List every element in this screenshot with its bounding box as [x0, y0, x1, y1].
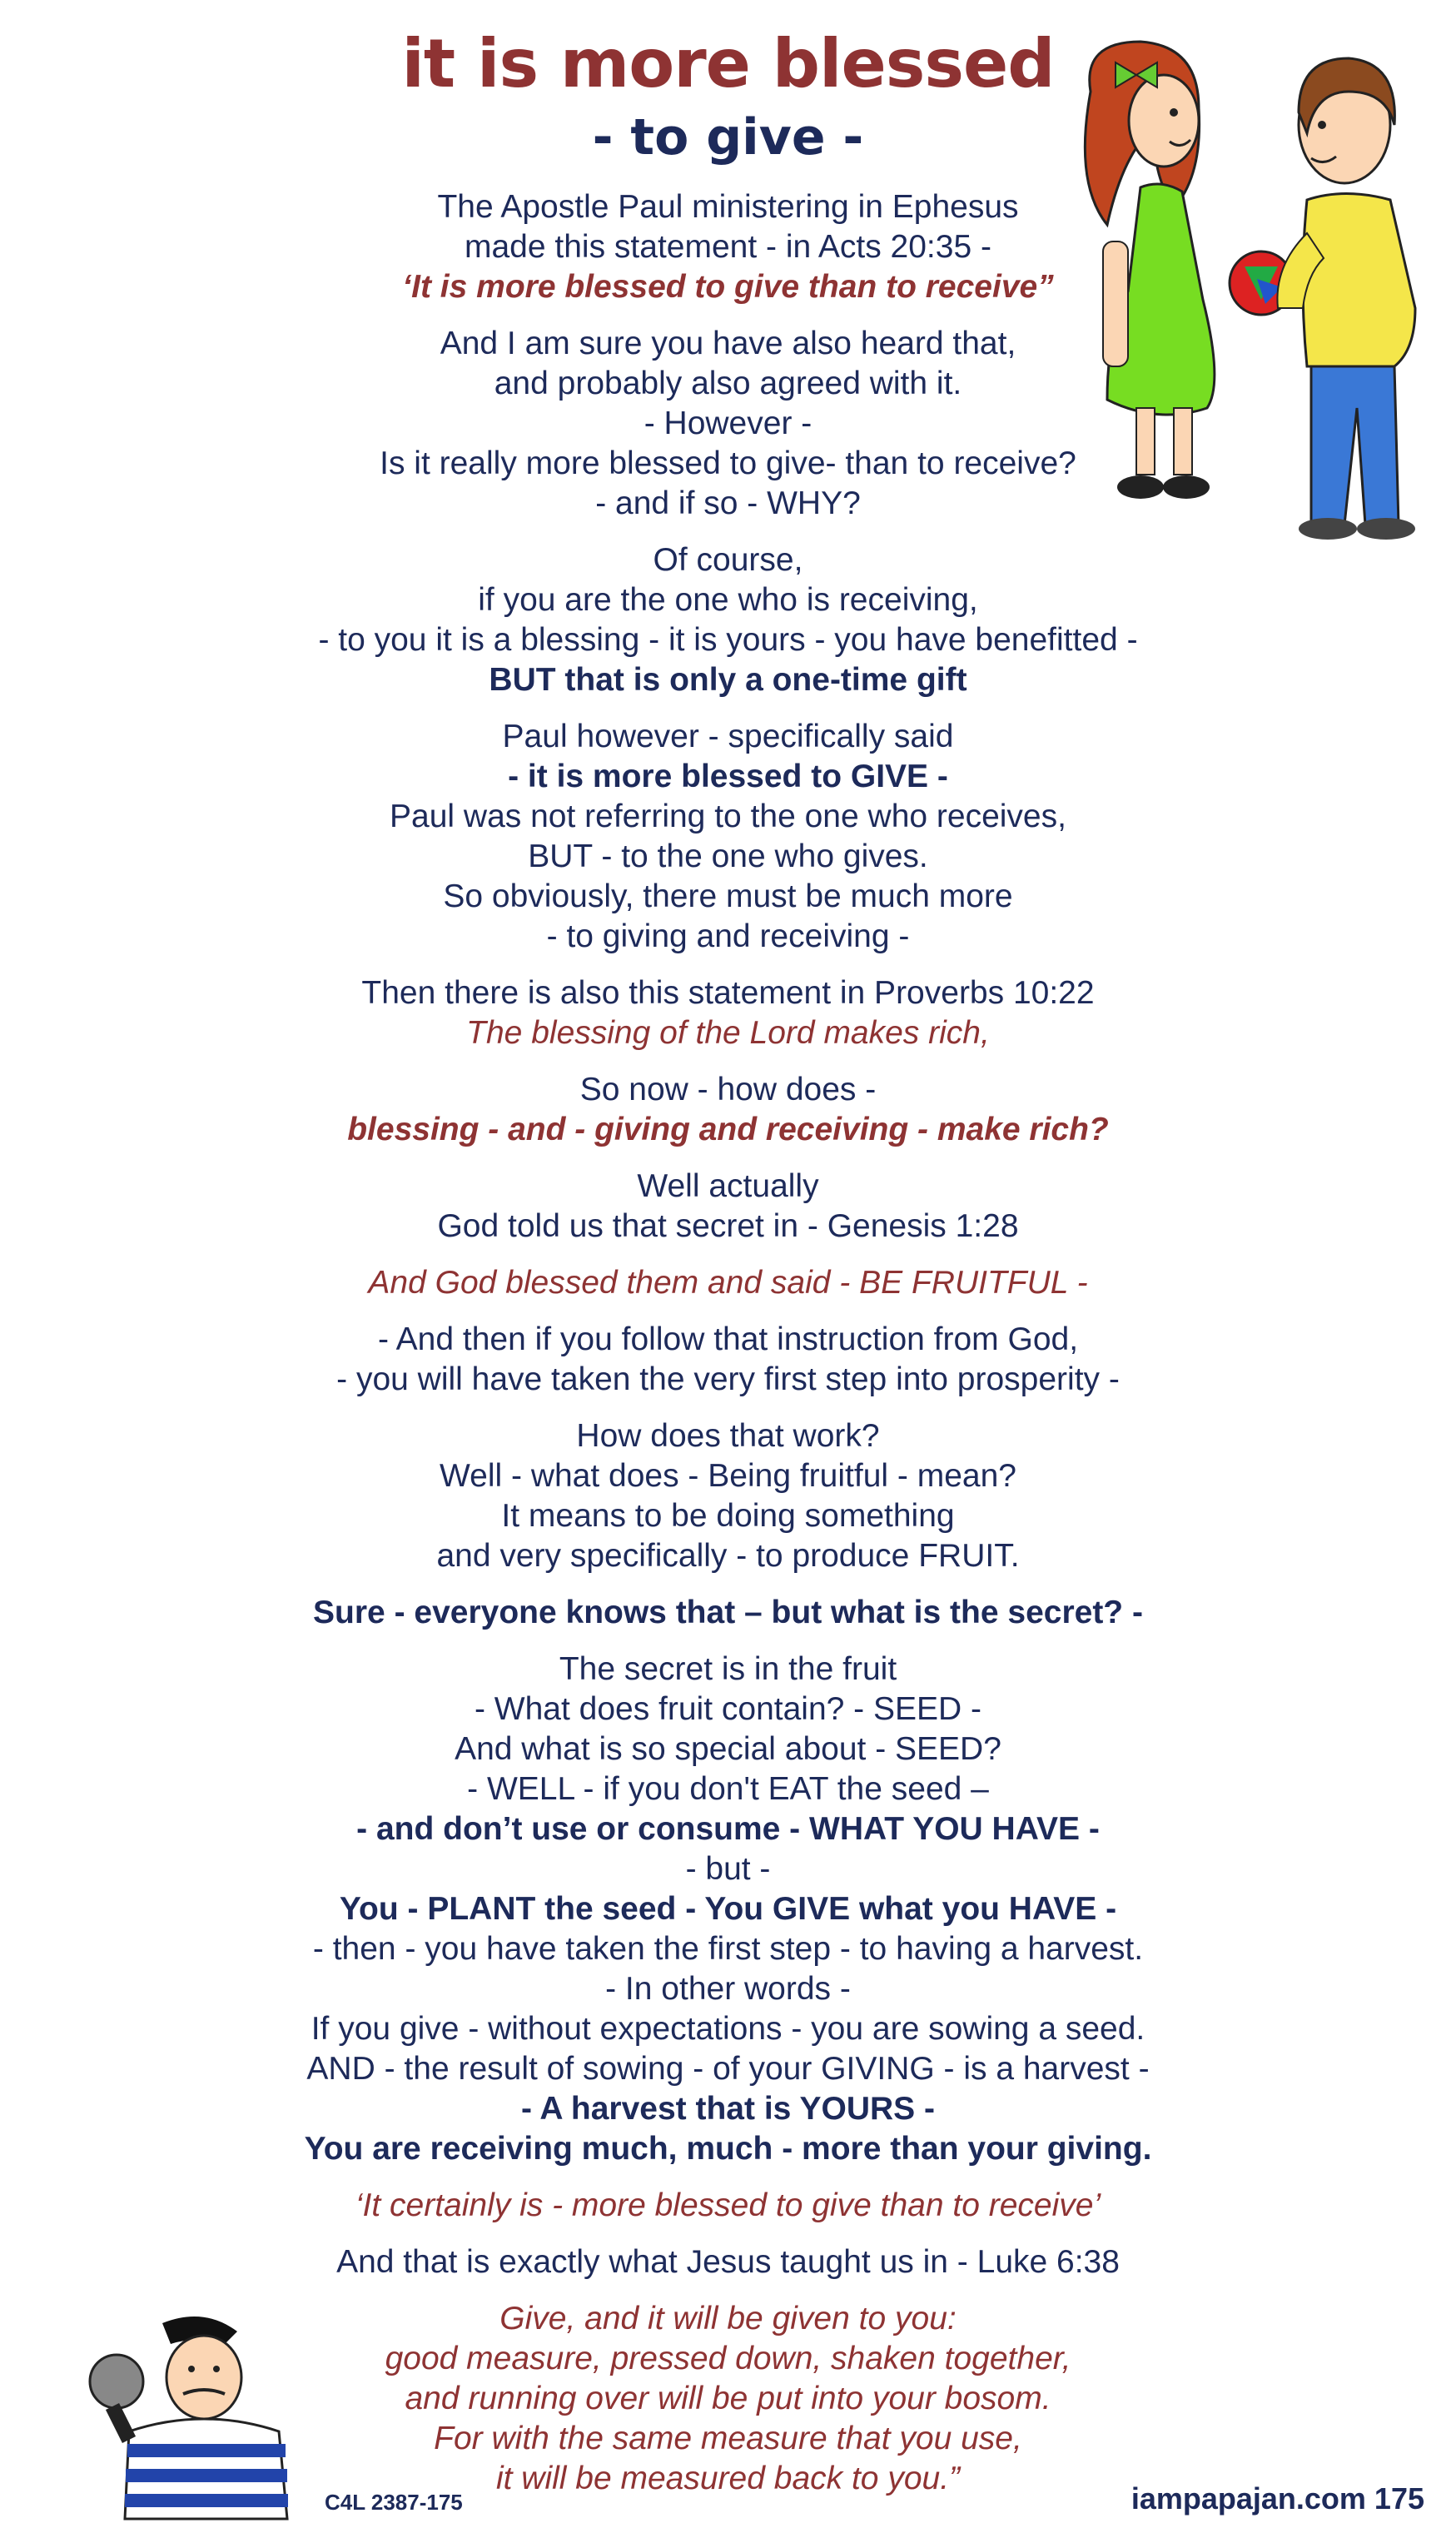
text-line: BUT - to the one who gives.: [528, 839, 928, 874]
text-line: - And then if you follow that instruction from God,: [377, 1321, 1079, 1357]
scripture-quote-line: The blessing of the Lord makes rich,: [466, 1015, 990, 1051]
text-line: The Apostle Paul ministering in Ephesus: [437, 189, 1019, 225]
text-line: And what is so special about - SEED?: [455, 1731, 1001, 1767]
text-line: made this statement - in Acts 20:35 -: [465, 229, 991, 265]
footer-code: C4L 2387-175: [325, 2490, 463, 2515]
text-line: Sure - everyone knows that – but what is the secret? -: [313, 1595, 1143, 1630]
paragraph: [200, 2299, 1256, 2499]
text-line: You are receiving much, much - more than your giving.: [304, 2131, 1152, 2167]
text-line: Well actually: [637, 1168, 819, 1204]
text-line: Is it really more blessed to give- than to receive?: [380, 445, 1076, 481]
paragraph: [200, 1167, 1256, 1247]
scripture-quote-line: For with the same measure that you use,: [434, 2421, 1022, 2456]
paragraph: [200, 1070, 1256, 1150]
text-line: if you are the one who is receiving,: [478, 582, 978, 618]
text-line: Of course,: [653, 542, 803, 578]
text-line: You - PLANT the seed - You GIVE what you HAVE -: [339, 1891, 1117, 1927]
text-line: Then there is also this statement in Proverbs 10:22: [361, 975, 1095, 1011]
text-line: - you will have taken the very first step into prosperity -: [336, 1361, 1120, 1397]
text-line: and probably also agreed with it.: [494, 366, 962, 401]
paragraph: [200, 1320, 1256, 1400]
text-line: God told us that secret in - Genesis 1:28: [437, 1208, 1019, 1244]
text-line: - However -: [644, 406, 812, 441]
text-line: Paul however - specifically said: [502, 719, 954, 754]
text-line: Well - what does - Being fruitful - mean?: [440, 1458, 1016, 1494]
text-line: If you give - without expectations - you are sowing a seed.: [311, 2011, 1145, 2047]
text-line: - then - you have taken the first step - to having a harvest.: [312, 1931, 1144, 1967]
text-line: - it is more blessed to GIVE -: [508, 759, 948, 794]
text-line: - but -: [685, 1851, 771, 1887]
text-line: - and don’t use or consume - WHAT YOU HAVE -: [356, 1811, 1100, 1847]
text-line: - In other words -: [605, 1971, 851, 2007]
page-subtitle: - to give -: [592, 108, 864, 167]
paragraph: [200, 717, 1256, 957]
footer-site-page: iampapajan.com 175: [1131, 2481, 1424, 2516]
scripture-quote-line: it will be measured back to you.”: [495, 2461, 961, 2496]
scripture-quote-line: good measure, pressed down, shaken together,: [385, 2341, 1071, 2376]
scripture-quote-line: ‘It is more blessed to give than to receive”: [402, 269, 1054, 305]
paragraph: [200, 973, 1256, 1053]
text-line: AND - the result of sowing - of your GIVING - is a harvest -: [306, 2051, 1150, 2087]
man-striped-shirt-illustration: [79, 2307, 304, 2523]
paragraph: [200, 540, 1256, 700]
paragraph: [200, 324, 1256, 524]
text-line: - A harvest that is YOURS -: [520, 2091, 935, 2127]
text-line: - WELL - if you don't EAT the seed –: [467, 1771, 989, 1807]
page-title: it is more blessed: [401, 25, 1055, 102]
text-line: - to you it is a blessing - it is yours - you have benefitted -: [318, 622, 1138, 658]
text-line: And that is exactly what Jesus taught us in - Luke 6:38: [336, 2244, 1120, 2280]
paragraph: [200, 2186, 1256, 2226]
paragraph: [200, 1593, 1256, 1633]
scripture-quote-line: ‘It certainly is - more blessed to give than to receive’: [355, 2187, 1101, 2223]
article-body: [200, 187, 1256, 2516]
text-line: So obviously, there must be much more: [443, 878, 1013, 914]
text-line: The secret is in the fruit: [559, 1651, 897, 1687]
text-line: So now - how does -: [579, 1072, 877, 1107]
scripture-quote-line: And God blessed them and said - BE FRUITFUL -: [368, 1265, 1088, 1301]
paragraph: [200, 1416, 1256, 1576]
scripture-quote-line: blessing - and - giving and receiving - make rich?: [347, 1112, 1109, 1147]
text-line: How does that work?: [576, 1418, 880, 1454]
text-line: - What does fruit contain? - SEED -: [474, 1691, 982, 1727]
text-line: - to giving and receiving -: [546, 918, 910, 954]
text-line: It means to be doing something: [501, 1498, 955, 1534]
text-line: And I am sure you have also heard that,: [440, 326, 1016, 361]
text-line: Paul was not referring to the one who receives,: [390, 799, 1066, 834]
scripture-quote-line: and running over will be put into your bosom.: [405, 2381, 1051, 2416]
paragraph: [200, 187, 1256, 307]
paragraph: [200, 1263, 1256, 1303]
text-line: BUT that is only a one-time gift: [489, 662, 967, 698]
text-line: - and if so - WHY?: [595, 485, 861, 521]
paragraph: [200, 2242, 1256, 2282]
text-line: and very specifically - to produce FRUIT.: [436, 1538, 1020, 1574]
paragraph: [200, 1650, 1256, 2169]
scripture-quote-line: Give, and it will be given to you:: [499, 2301, 957, 2336]
